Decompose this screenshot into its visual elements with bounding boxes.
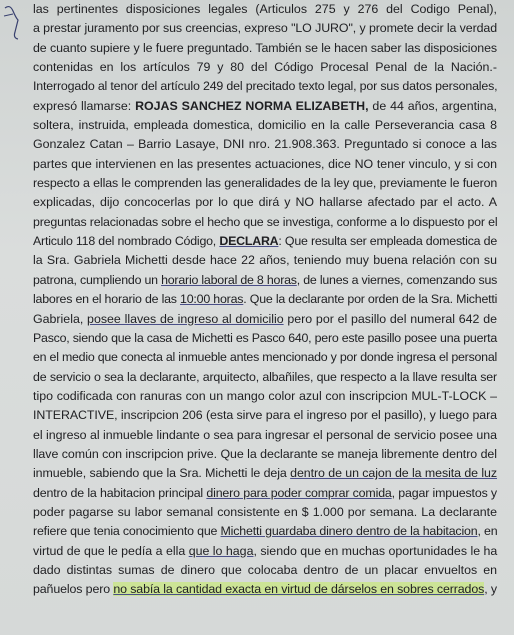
text-segment: , de lunes a viernes, comenzando sus: [296, 272, 498, 287]
text-line: [33, 155, 497, 174]
text-segment: Gonzalez Catan – Barrio Lasaye, DNI nro. 21.908.363. Preguntado si conoce a las: [33, 137, 497, 152]
text-segment: llave común con inscripcion prive. Que la declarante se maneja libremente dentro del: [33, 446, 497, 461]
text-segment: en el medio que conecta al inmueble antes mencionado y por donde ingresa el personal: [33, 350, 497, 365]
text-segment: virtud de que le pedía a ella: [33, 543, 189, 558]
text-line: [33, 387, 497, 406]
text-line: [33, 290, 497, 309]
text-segment: de 44 años, argentina,: [368, 98, 497, 113]
text-segment: partes que intervienen en las presentes actuaciones, dice NO tener vinculo, y si con: [33, 156, 497, 171]
text-segment: la Sra. Gabriela Michetti desde hace 22 años, teniendo muy buena relación con su: [33, 253, 497, 268]
text-line: [33, 329, 497, 348]
text-line: [33, 135, 497, 154]
text-line: [33, 464, 497, 483]
emphasized-text: que lo haga: [188, 543, 254, 558]
text-segment: labores en el horario de las: [33, 292, 181, 307]
text-segment: de cuanto supiere y le fuere preguntado. También se le hacen saber las disposiciones: [33, 40, 497, 55]
text-segment: inmueble, sabiendo que la Sra. Michetti le deja: [33, 466, 291, 481]
text-line: [33, 542, 497, 561]
text-segment: el ingreso al inmueble lindante o sea para ingresar el personal de servicio posee una: [33, 427, 497, 442]
text-segment: : Que resulta ser empleada domestica de: [278, 234, 497, 249]
emphasized-text: posee llaves de ingreso al domicilio: [87, 311, 284, 326]
emphasized-text: 10:00 horas: [180, 292, 244, 307]
text-line: [33, 271, 497, 290]
text-segment: soltera, instruida, empleada domestica, domicilio en la calle Perseverancia casa 8: [33, 118, 497, 133]
text-line: [33, 426, 497, 445]
text-segment: a prestar juramento por sus creencias, expreso "LO JURO", y promete decir la verdad: [33, 21, 497, 36]
text-segment: poder pagarse su labor semanal consistente en $ 1.000 por semana. La declarante: [33, 504, 497, 519]
text-segment: , en: [477, 524, 498, 539]
handwritten-margin-mark: [2, 2, 28, 42]
text-segment: las pertinentes disposiciones legales (Articulos 275 y 276 del Codigo Penal),: [33, 2, 497, 16]
text-segment: tipo codificada con ranuras con un mango color azul con inscripcion MUL-T-LOCK –: [33, 388, 497, 403]
text-segment: explicadas, dijo concocerlas por lo que dirá y NO hallarse afectado par el acto. A: [33, 195, 497, 210]
emphasized-text: ROJAS SANCHEZ NORMA ELIZABETH,: [135, 98, 369, 113]
text-line: [33, 522, 497, 541]
text-line: [33, 406, 497, 425]
text-segment: refiere que tenia conocimiento que: [33, 524, 221, 539]
text-segment: Gabriela,: [33, 311, 88, 326]
text-segment: Articulo 118 del nombrado Código,: [33, 234, 220, 249]
text-segment: , siendo que en muchas oportunidades le ha: [253, 543, 498, 558]
declaration-text: [33, 0, 497, 600]
emphasized-text: Michetti guardaba dinero dentro de la habitacion: [220, 524, 478, 539]
text-segment: pañuelos pero: [33, 582, 114, 597]
text-line: [33, 39, 497, 58]
text-line: [33, 213, 497, 232]
emphasized-text: dentro de un cajon de la mesita de luz: [290, 466, 498, 481]
text-line: [33, 503, 497, 522]
text-line: [33, 19, 497, 38]
text-segment: Pasco, siendo que la casa de Michetti es Pasco 640, pero este pasillo posee una puerta: [33, 330, 497, 345]
text-segment: respecto a ellas le comprenden las generalidades de la ley que, previamente le fueron: [33, 176, 498, 191]
text-line: [33, 77, 497, 96]
text-segment: , y: [484, 582, 497, 597]
text-segment: pero por el pasillo del numeral 642 de: [283, 311, 497, 326]
text-segment: patrona, cumpliendo un: [33, 272, 162, 287]
text-line: [33, 174, 497, 193]
text-segment: de servicio o sea la declarante, arquitecto, albañiles, que respecto a la llave resulta ser: [33, 369, 497, 384]
text-line: [33, 0, 497, 19]
emphasized-text: DECLARA: [219, 234, 279, 249]
text-line: [33, 484, 497, 503]
text-line: [33, 310, 497, 329]
text-line: [33, 580, 497, 599]
text-segment: INTERACTIVE, inscripcion 206 (esta sirve para el ingreso por el pasillo), y luego para: [33, 408, 497, 423]
emphasized-text: no sabía la cantidad exacta en virtud de dárselos en sobres cerrados: [113, 582, 485, 597]
text-segment: dentro de la habitacion principal: [33, 485, 207, 500]
text-segment: Interrogado al tenor del artículo 249 del precitado texto legal, por sus datos personales,: [33, 79, 498, 94]
text-line: [33, 58, 497, 77]
text-segment: . Que la declarante por orden de la Sra. Michetti: [243, 292, 498, 307]
text-line: [33, 368, 497, 387]
emphasized-text: horario laboral de 8 horas: [161, 272, 297, 287]
text-segment: , pagar impuestos y: [391, 485, 497, 500]
text-line: [33, 561, 497, 580]
text-line: [33, 193, 497, 212]
text-segment: preguntas relacionadas sobre el hecho que se investiga, conforme a lo dispuesto por el: [33, 214, 498, 229]
text-line: [33, 232, 497, 251]
text-segment: dado distintas sumas de dinero que colocaba dentro de un placar envueltos en: [33, 562, 497, 577]
text-line: [33, 445, 497, 464]
text-line: [33, 97, 497, 116]
text-line: [33, 116, 497, 135]
text-segment: contenidas en los artículos 79 y 80 del Código Procesal Penal de la Nación.-: [33, 60, 497, 75]
emphasized-text: dinero para poder comprar comida: [206, 485, 392, 500]
text-line: [33, 348, 497, 367]
text-line: [33, 251, 497, 270]
text-segment: expresó llamarse:: [33, 98, 136, 113]
